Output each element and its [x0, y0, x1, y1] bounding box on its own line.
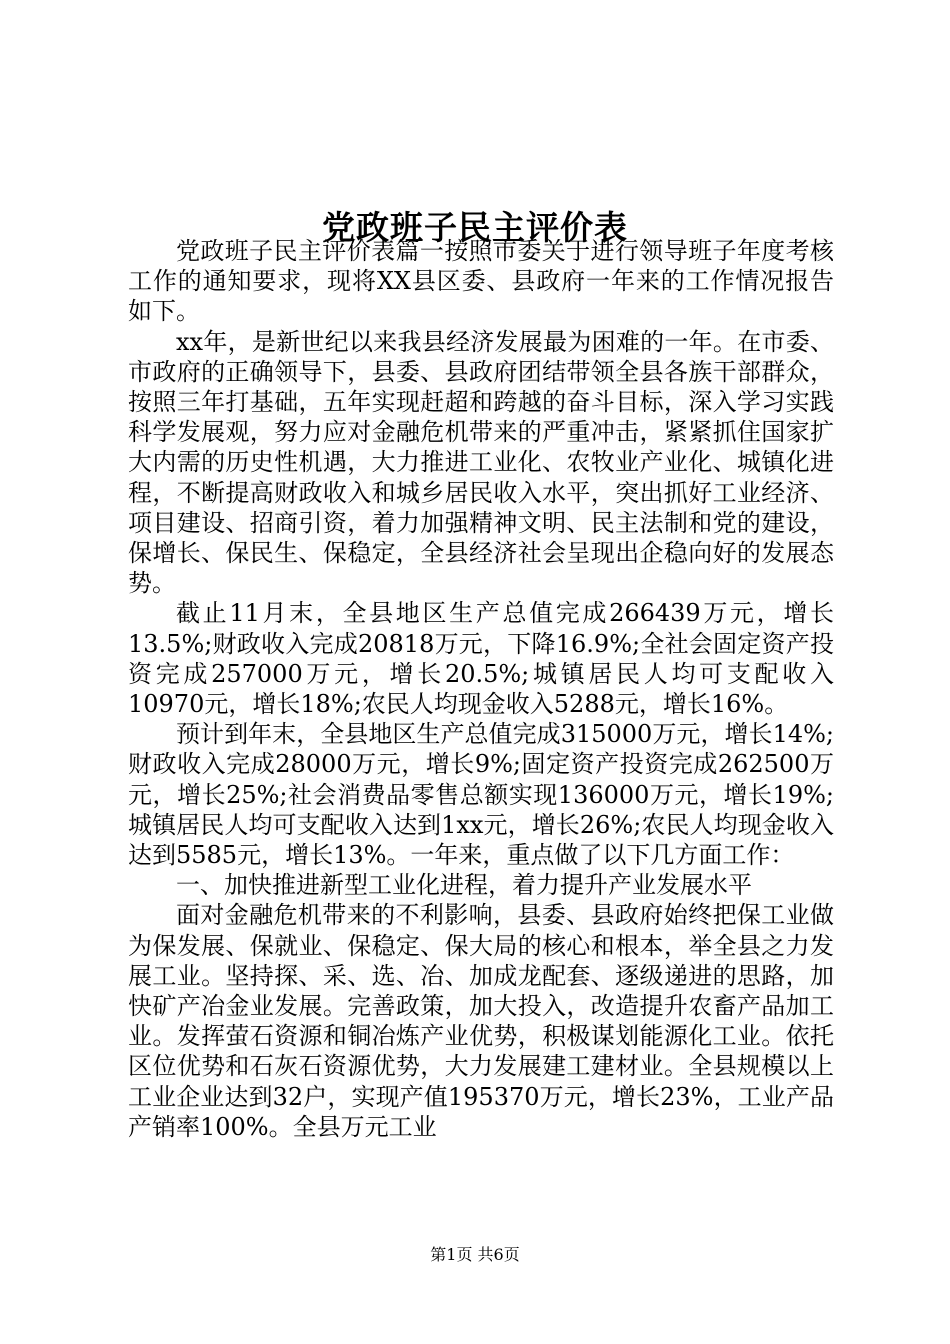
document-body [128, 236, 834, 1142]
paragraph-industry-development: 面对金融危机带来的不利影响，县委、县政府始终把保工业做为保发展、保就业、保稳定、保大局的核心和根本，举全县之力发展工业。坚持探、采、选、冶、加成龙配套、逐级递进的思路，加快矿产冶金业发展。完善政策，加大投入，改造提升农畜产品加工业。发挥萤石资源和铜冶炼产业优势，积极谋划能源化工业。依托区位优势和石灰石资源优势，大力发展建工建材业。全县规模以上工业企业达到32户，实现产值195370万元，增长23%，工业产品产销率100%。全县万元工业 [128, 901, 834, 1141]
section-heading-industrialization: 一、加快推进新型工业化进程，着力提升产业发展水平 [176, 871, 752, 900]
page-footer: 第1页 共6页 [430, 1245, 520, 1264]
document-title: 党政班子民主评价表 [322, 208, 628, 248]
paragraph-intro: 党政班子民主评价表篇一按照市委关于进行领导班子年度考核工作的通知要求，现将XX县区委、县政府一年来的工作情况报告如下。 [128, 237, 834, 326]
paragraph-november-stats: 截止11月末，全县地区生产总值完成266439万元，增长13.5%;财政收入完成20818万元，下降16.9%;全社会固定资产投资完成257000万元，增长20.5%;城镇居民人均可支配收入10970元，增长18%;农民人均现金收入5288元，增长16%。 [128, 599, 834, 719]
paragraph-year-summary: xx年，是新世纪以来我县经济发展最为困难的一年。在市委、市政府的正确领导下，县委、县政府团结带领全县各族干部群众，按照三年打基础，五年实现赶超和跨越的奋斗目标，深入学习实践科学发展观，努力应对金融危机带来的严重冲击，紧紧抓住国家扩大内需的历史性机遇，大力推进工业化、农牧业产业化、城镇化进程，不断提高财政收入和城乡居民收入水平，突出抓好工业经济、项目建设、招商引资，着力加强精神文明、民主法制和党的建设，保增长、保民生、保稳定，全县经济社会呈现出企稳向好的发展态势。 [128, 327, 834, 598]
paragraph-year-end-forecast: 预计到年末，全县地区生产总值完成315000万元，增长14%;财政收入完成28000万元，增长9%;固定资产投资完成262500万元，增长25%;社会消费品零售总额实现136000万元，增长19%;城镇居民人均可支配收入达到1xx元，增长26%;农民人均现金收入达到5585元，增长13%。一年来，重点做了以下几方面工作： [128, 720, 834, 870]
